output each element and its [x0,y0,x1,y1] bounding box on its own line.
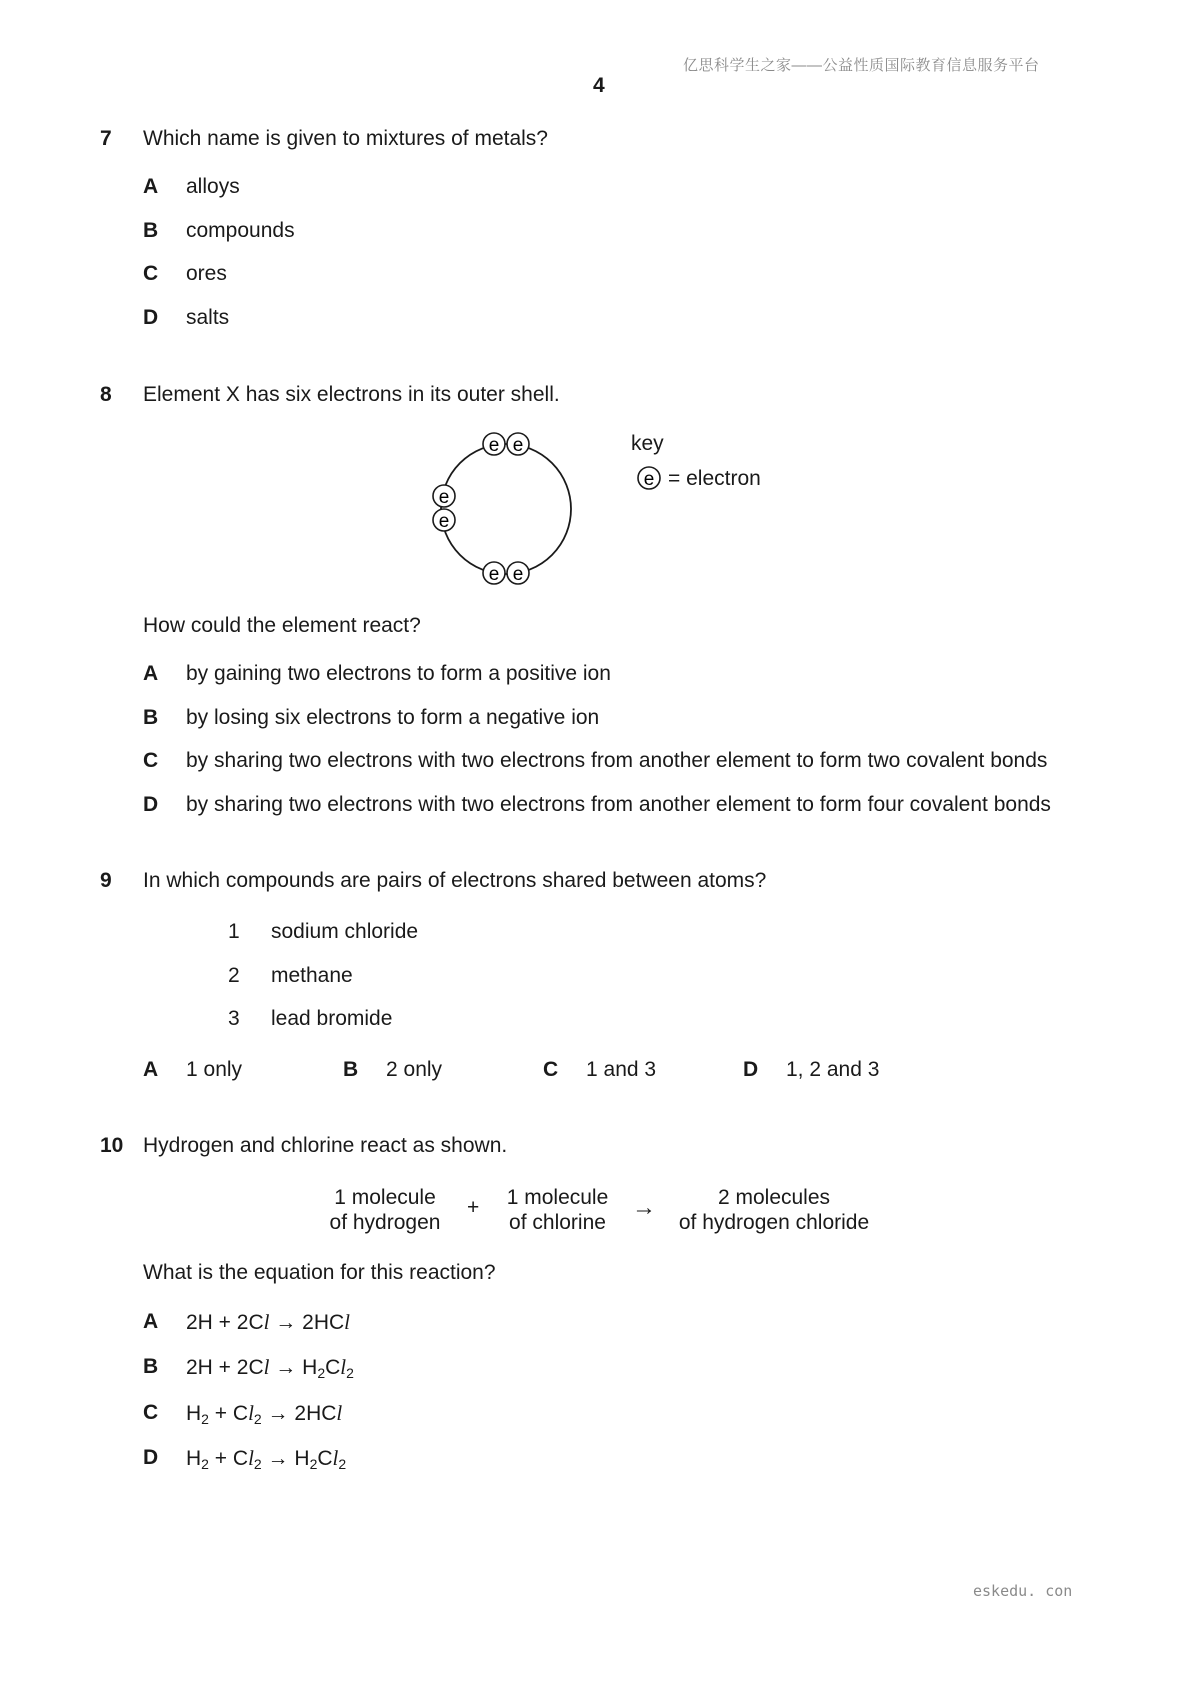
question-text: In which compounds are pairs of electrons shared between atoms? [143,869,767,892]
option-letter: A [143,662,159,685]
option-text: 1, 2 and 3 [786,1058,880,1081]
option-letter: C [143,262,159,285]
watermark-text: 亿思科学生之家——公益性质国际教育信息服务平台 [683,57,1040,74]
option-letter: B [143,706,159,729]
key-electron-icon [636,465,662,491]
option-text: by sharing two electrons with two electrons from another element to form two covalent bonds [186,749,1048,772]
question-number: 7 [100,127,112,150]
option-letter: C [543,1058,559,1081]
option-letter: A [143,175,159,198]
electron-pair-left [433,485,455,532]
option-letter: C [143,1401,159,1424]
option-text: 2 only [386,1058,443,1081]
reaction-arrow: → [632,1194,656,1221]
statement-text: lead bromide [271,1007,393,1030]
option-text: 1 and 3 [586,1058,657,1081]
electron-label: e [438,511,450,532]
electron-shell-diagram [420,420,600,595]
option-equation: $H_2 + Cl_2 \to H_2Cl_2$ [186,1446,347,1472]
electron-label: e [488,564,500,585]
electron-label: e [488,435,500,456]
question-number: 10 [100,1134,124,1157]
option-text: salts [186,306,230,329]
option-text: by gaining two electrons to form a positive ion [186,662,611,685]
statement-number: 2 [228,964,240,987]
option-letter: B [143,219,159,242]
reactant-hydrogen: 1 molecule of hydrogen [329,1186,441,1234]
option-equation: 2H + 2Cl → 2HCl [186,1310,350,1334]
option-letter: C [143,749,159,772]
footer-site-text: eskedu. con [973,1582,1073,1600]
key-title: key [631,432,664,455]
sub-question-text: How could the element react? [143,614,421,637]
question-text: Which name is given to mixtures of metals? [143,127,548,150]
svg-text:e: e [643,469,655,490]
option-text: by sharing two electrons with two electrons from another element to form four covalent bonds [186,793,1051,816]
electron-label: e [438,487,450,508]
product-hydrogen-chloride: 2 molecules of hydrogen chloride [678,1186,870,1234]
option-text: by losing six electrons to form a negative ion [186,706,600,729]
statement-number: 1 [228,920,240,943]
option-letter: A [143,1310,159,1333]
electron-label: e [512,564,524,585]
reactant-chlorine: 1 molecule of chlorine [506,1186,609,1234]
outer-shell-ring [438,444,571,574]
option-text: 1 only [186,1058,243,1081]
option-letter: D [143,793,159,816]
option-text: ores [186,262,227,285]
electron-label: e [512,435,524,456]
option-letter: D [143,306,159,329]
option-letter: A [143,1058,159,1081]
statement-text: sodium chloride [271,920,419,943]
statement-number: 3 [228,1007,240,1030]
question-text: Hydrogen and chlorine react as shown. [143,1134,508,1157]
option-text: alloys [186,175,240,198]
option-letter: D [143,1446,159,1469]
plus-sign: + [467,1196,480,1219]
key-text: = electron [668,467,761,490]
question-text: Element X has six electrons in its outer shell. [143,383,560,406]
option-letter: D [743,1058,759,1081]
option-equation: $2H + 2Cl \to H_2Cl_2$ [186,1355,354,1381]
page-number: 4 [593,74,605,97]
statement-text: methane [271,964,353,987]
option-letter: B [343,1058,359,1081]
option-equation: $H_2 + Cl_2 \to 2HCl$ [186,1401,343,1427]
question-number: 9 [100,869,112,892]
option-letter: B [143,1355,159,1378]
option-text: compounds [186,219,295,242]
question-number: 8 [100,383,112,406]
sub-question-text: What is the equation for this reaction? [143,1261,496,1284]
